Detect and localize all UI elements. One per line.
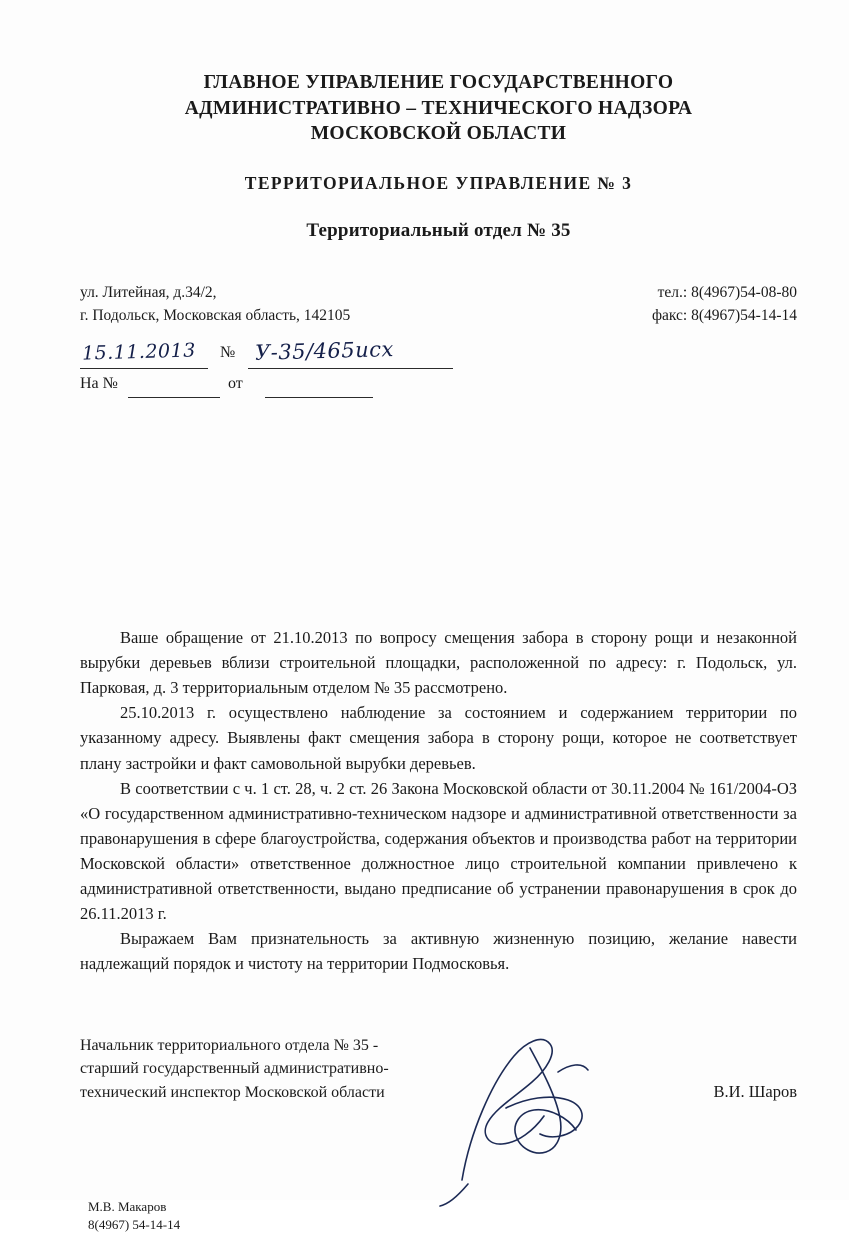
executor-name: М.В. Макаров	[88, 1199, 167, 1215]
fax-number: факс: 8(4967)54-14-14	[651, 306, 797, 324]
phone-number: тел.: 8(4967)54-08-80	[657, 284, 797, 302]
address-line-1: ул. Литейная, д.34/2,	[80, 284, 217, 302]
reference-incoming-row	[80, 373, 480, 403]
body-paragraph-2: 25.10.2013 г. осуществлено наблюдение за состоянием и содержанием территории по указанному адресу. Выявлены факт смещения забора в сторону рощи, которое не соответствует плану застройки и факт самовольной вырубки деревьев.	[80, 703, 797, 773]
signer-title-line-1: Начальник территориального отдела № 35 -	[80, 1037, 379, 1055]
reference-date-rule	[80, 368, 208, 369]
organization-title-line3: МОСКОВСКОЙ ОБЛАСТИ	[310, 123, 567, 145]
organization-title	[129, 70, 749, 147]
reference-number-symbol: №	[220, 344, 236, 362]
body-paragraph-3: В соответствии с ч. 1 ст. 28, ч. 2 ст. 26 Закона Московской области от 30.11.2004 № 161/2004-ОЗ «О государственном административно-техническом надзоре и административной ответственности за правонарушения в сфере благоустройства, содержания объектов и производства работ на территории Московской области» ответственное должностное лицо строительной компании привлечено к административной ответственности, выдано предписание об устранении правонарушения в срок до 26.11.2013 г.	[80, 778, 797, 923]
contact-block	[80, 282, 797, 327]
reference-date-handwritten: 15.11.2013	[81, 339, 197, 365]
address-block	[80, 282, 350, 327]
reference-block	[80, 337, 797, 403]
reply-to-label: На №	[80, 375, 118, 393]
signer-title	[80, 1034, 510, 1104]
document-content	[80, 70, 797, 1235]
reply-from-label: от	[228, 375, 243, 393]
reference-number-rule	[248, 368, 453, 369]
signer-title-line-2: старший государственный административно-	[80, 1060, 389, 1078]
reply-from-rule	[265, 397, 373, 398]
reference-number-handwritten: У-35/465исх	[254, 337, 395, 366]
reply-to-rule	[128, 397, 220, 398]
territorial-department-heading: ТЕРРИТОРИАЛЬНОЕ УПРАВЛЕНИЕ № 3	[244, 173, 633, 194]
organization-title-line1: ГЛАВНОЕ УПРАВЛЕНИЕ ГОСУДАРСТВЕННОГО	[203, 72, 674, 93]
body-paragraph-4: Выражаем Вам признательность за активную жизненную позицию, желание навести надлежащий порядок и чистоту на территории Подмосковья.	[80, 929, 797, 974]
reference-outgoing-row	[80, 337, 797, 371]
territorial-subdepartment-heading: Территориальный отдел № 35	[306, 220, 571, 242]
executor-phone: 8(4967) 54-14-14	[88, 1217, 181, 1233]
executor-block	[88, 1198, 797, 1234]
address-line-2: г. Подольск, Московская область, 142105	[80, 306, 351, 324]
body-paragraph-1: Ваше обращение от 21.10.2013 по вопросу смещения забора в сторону рощи и незаконной вырубки деревьев вблизи строительной площадки, расположенной по адресу: г. Подольск, ул. Парковая, д. 3 территориальным отделом № 35 рассмотрено.	[80, 628, 797, 698]
letter-body	[80, 625, 797, 976]
phone-block	[652, 282, 797, 327]
signature-block	[80, 1034, 797, 1134]
signer-title-line-3: технический инспектор Московской области	[80, 1083, 385, 1101]
organization-title-line2: АДМИНИСТРАТИВНО – ТЕХНИЧЕСКОГО НАДЗОРА	[184, 97, 693, 119]
signer-name: В.И. Шаров	[713, 1082, 797, 1102]
